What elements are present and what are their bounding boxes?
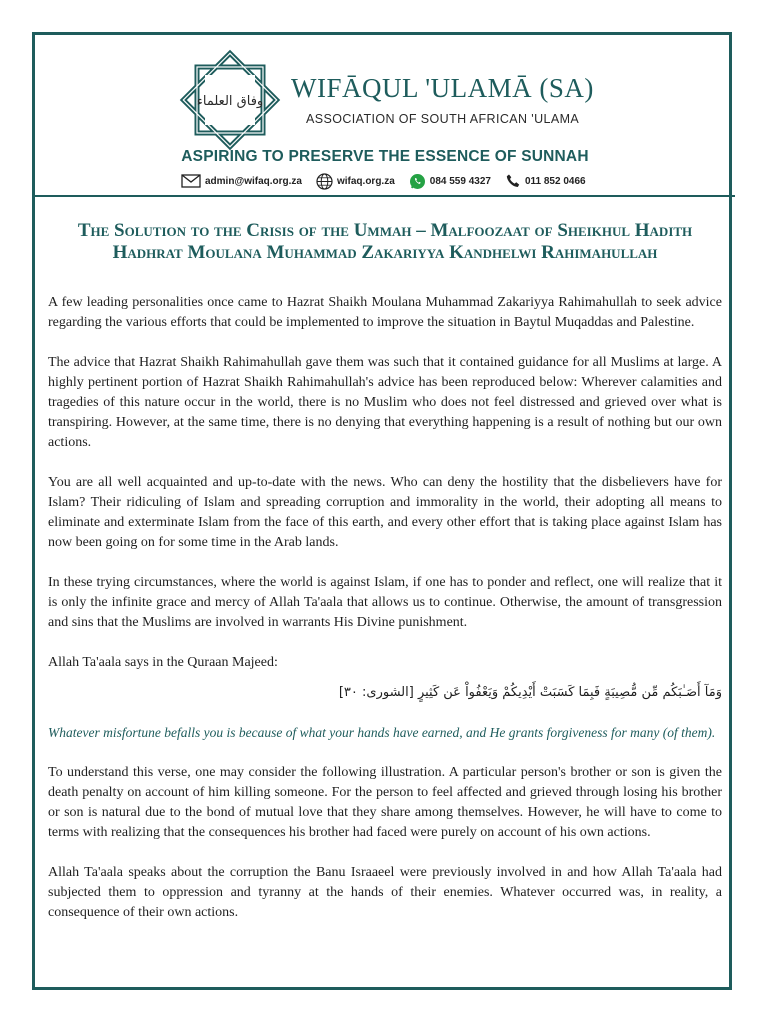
paragraph-7: Allah Ta'aala speaks about the corruption the Banu Israaeel were previously involved in and how Allah Ta'aala had subjected them to oppression and tyranny at the hands of their enemies. Whatever occurred was, in reality, a consequence of their own actions. [48,865,722,920]
contact-email[interactable] [181,174,302,188]
envelope-icon [181,174,201,188]
website-text: wifaq.org.za [336,175,395,187]
quran-verse-arabic: وَمَآ أَصَـٰبَكُم مِّن مُّصِيبَةٍ فَبِمَا كَسَبَتْ أَيْدِيكُمْ وَيَعْفُواْ عَن كَثِيرٍ [الشورى: ٣٠] [338,685,722,700]
article-body [48,293,722,943]
tagline: ASPIRING TO PRESERVE THE ESSENCE OF SUNNAH [181,148,589,165]
page-frame [32,32,732,990]
globe-icon [316,173,333,190]
org-subtitle: ASSOCIATION OF SOUTH AFRICAN 'ULAMA [306,112,580,126]
phone-text: 011 852 0466 [524,175,586,187]
paragraph-2: The advice that Hazrat Shaikh Rahimahullah gave them was such that it contained guidance for all Muslims at large. A highly pertinent portion of Hazrat Shaikh Rahimahullah's advice has been reproduced below: Wherever calamities and tragedies of this nature occur in the world, there is no Muslim who does not feel distressed and grieved over what is transpiring. However, at the same time, there is no denying that everything happening is a result of nothing but our own actions. [48,355,722,450]
paragraph-1: A few leading personalities once came to Hazrat Shaikh Moulana Muhammad Zakariyya Rahimahullah to seek advice regarding the various efforts that could be implemented to improve the situation in Baytul Muqaddas and Palestine. [48,295,722,330]
phone-icon [505,173,521,189]
paragraph-4: In these trying circumstances, where the world is against Islam, if one has to ponder and reflect, one will realize that it is only the infinite grace and mercy of Allah Ta'aala that allows us to continue. Otherwise, the amount of transgression and sins that the Muslims are involved in warrants His Divine punishment. [48,575,722,630]
header-divider [35,195,735,197]
paragraph-5: Allah Ta'aala says in the Quraan Majeed: [48,655,278,670]
letterhead [35,35,735,195]
quran-verse-translation: Whatever misfortune befalls you is because of what your hands have earned, and He grants forgiveness for many (of them). [48,725,716,740]
whatsapp-text: 084 559 4327 [429,175,491,187]
contact-whatsapp[interactable] [409,173,491,190]
article-title: The Solution to the Crisis of the Ummah – Malfoozaat of Sheikhul Hadith Hadhrat Moulana Muhammad Zakariyya Kandhelwi Rahimahullah [77,219,693,263]
whatsapp-icon [409,173,426,190]
logo-arabic-text: وفاق العلماء [196,94,264,109]
paragraph-3: You are all well acquainted and up-to-date with the news. Who can deny the hostility that the disbelievers have for Islam? Their ridiculing of Islam and spreading corruption and immorality in the world, their adopting all means to eliminate and exterminate Islam from the face of this earth, and every other effort that is taking place against Islam has now been going on for some time in the Arab lands. [48,475,722,550]
contact-phone[interactable] [505,173,586,189]
email-text: admin@wifaq.org.za [205,175,302,187]
contact-bar [181,171,586,191]
contact-website[interactable] [316,173,395,190]
org-name: WIFĀQUL 'ULAMĀ (SA) [291,73,594,103]
paragraph-6: To understand this verse, one may consider the following illustration. A particular person's brother or son is given the death penalty on account of him killing someone. For the person to feel affected and grieved through losing his brother or son is natural due to the bond of mutual love that they share among themselves. However, he will have to come to terms with realizing that the consequences his brother had faced were purely on account of his own actions. [48,765,722,840]
wifaq-logo [175,45,285,155]
